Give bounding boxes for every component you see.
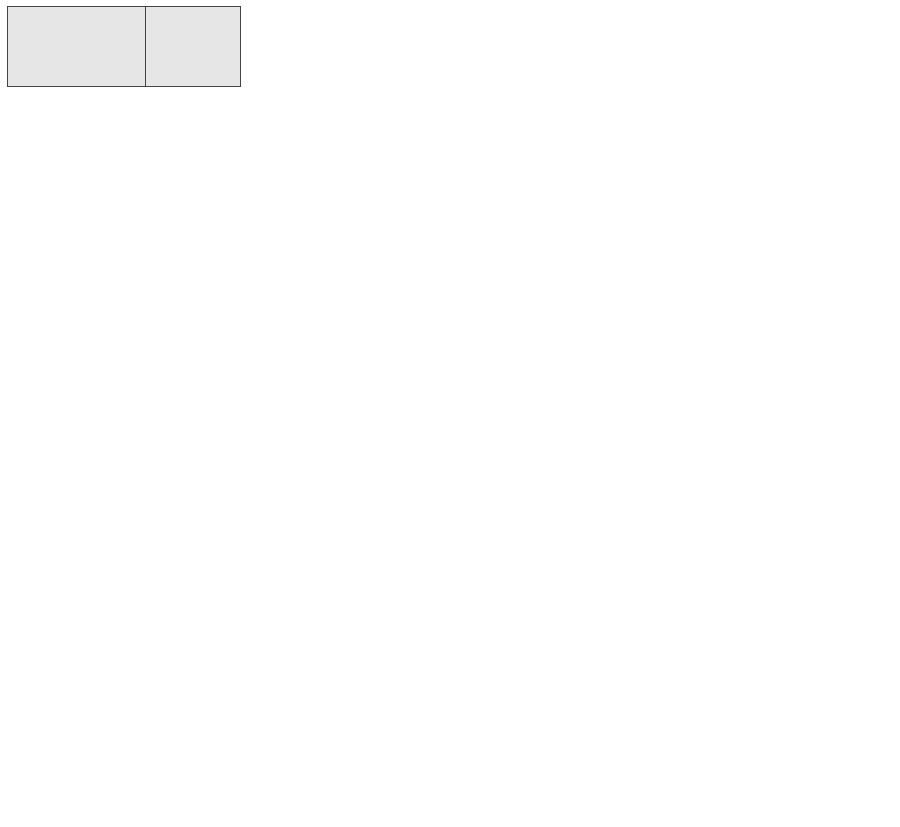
header-district [146, 7, 241, 87]
header-category [8, 7, 146, 87]
header-row [8, 7, 892, 87]
garbage-schedule-table [7, 6, 892, 87]
